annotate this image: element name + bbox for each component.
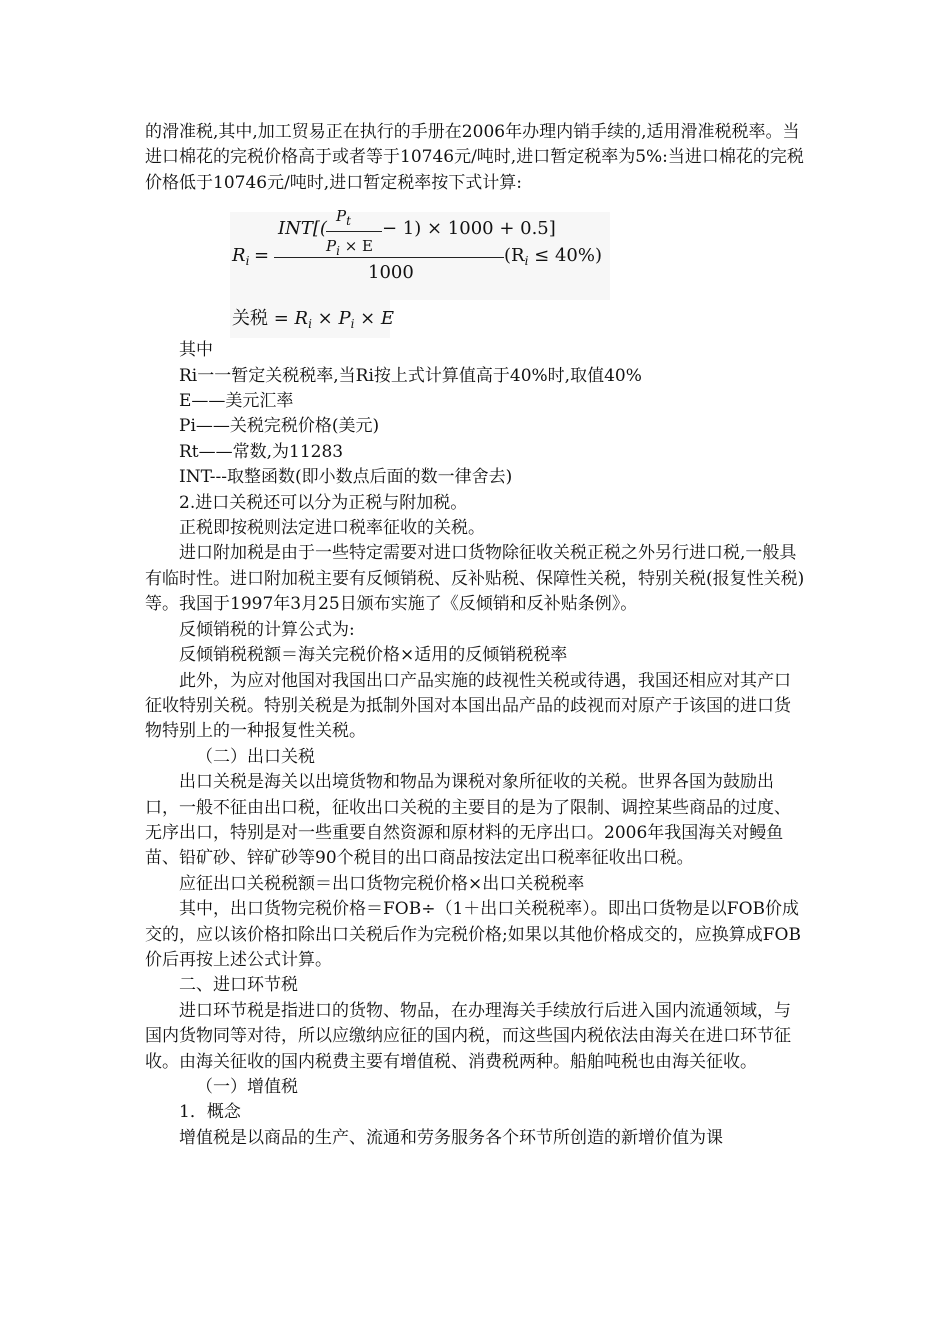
formula-pi-e: $P_i \times E$ — [326, 237, 373, 259]
formula-condition: $(R_i \le 40\%)$ — [504, 245, 602, 269]
formula-inner-fraction-line — [326, 231, 382, 232]
paragraph: Rt——常数,为11283 — [179, 441, 344, 462]
tariff-formula — [230, 200, 620, 336]
paragraph: 2.进口关税还可以分为正税与附加税。 — [179, 492, 468, 513]
formula-main-fraction-line — [274, 257, 504, 258]
paragraph: 进口附加税是由于一些特定需要对进口货物除征收关税正税之外另行进口税,一般具有临时性。进口附加税主要有反倾销税、反补贴税、保障性关税，特别关税(报复性关税)等。我国于1997年3月25日颁布实施了《反倾销和反补贴条例》。 — [145, 543, 805, 615]
paragraph: 出口关税是海关以出境货物和物品为课税对象所征收的关税。世界各国为鼓励出口，一般不征由出口税，征收出口关税的主要目的是为了限制、调控某些商品的过度、无序出口，特别是对一些重要自然资源和原材料的无序出口。2006年我国海关对鳗鱼苗、铅矿砂、锌矿砂等90个税目的出口商品按法定出口税率征收出口税。 — [145, 772, 791, 869]
formula-numerator-tail: − 1) × 1000 + 0.5] — [382, 218, 556, 240]
paragraph: 1．概念 — [179, 1102, 241, 1123]
section-heading: 二、进口环节税 — [179, 975, 298, 996]
document-body — [145, 120, 805, 1151]
formula-denominator: 1000 — [368, 262, 414, 284]
paragraph: 应征出口关税税额＝出口货物完税价格×出口关税税率 — [179, 873, 585, 894]
paragraph: 其中 — [179, 340, 213, 361]
section-heading: （二）出口关税 — [196, 746, 315, 767]
paragraph: Pi——关税完税价格(美元) — [179, 416, 380, 437]
formula-duty: 关税 = $R_i \times P_i \times E$ — [232, 308, 395, 332]
paragraph: 其中，出口货物完税价格＝FOB÷（1＋出口关税税率）。即出口货物是以FOB价成交的，应以该价格扣除出口关税后作为完税价格;如果以其他价格成交的，应换算成FOB价后再按上述公式计算。 — [145, 899, 801, 970]
paragraph: 正税即按税则法定进口税率征收的关税。 — [179, 518, 485, 539]
paragraph-intro: 的滑准税,其中,加工贸易正在执行的手册在2006年办理内销手续的,适用滑准税税率。当进口棉花的完税价格高于或者等于10746元/吨时,进口暂定税率为5%:当进口棉花的完税价格低于10746元/吨时,进口暂定税率按下式计算: — [145, 122, 804, 193]
paragraph: Ri一一暂定关税税率,当Ri按上式计算值高于40%时,取值40% — [179, 365, 642, 386]
paragraph: 反倾销税的计算公式为: — [179, 619, 355, 640]
formula-equals: = — [254, 245, 270, 267]
section-heading: （一）增值税 — [196, 1077, 298, 1097]
paragraph: 此外，为应对他国对我国出口产品实施的歧视性关税或待遇，我国还相应对其产口征收特别关税。特别关税是为抵制外国对本国出品产品的歧视而对原产于该国的进口货物特别上的一种报复性关税。 — [145, 670, 791, 742]
formula-numerator: INT[( — [278, 218, 327, 240]
formula-pt: $P_t$ — [336, 207, 351, 229]
paragraph: 反倾销税税额＝海关完税价格×适用的反倾销税税率 — [179, 645, 568, 666]
paragraph: 增值税是以商品的生产、流通和劳务服务各个环节所创造的新增价值为课 — [179, 1127, 723, 1148]
formula-ri: $R_i$ — [232, 245, 250, 269]
paragraph: E——美元汇率 — [179, 391, 294, 412]
paragraph: INT---取整函数(即小数点后面的数一律舍去) — [179, 467, 513, 488]
paragraph: 进口环节税是指进口的货物、物品，在办理海关手续放行后进入国内流通领域，与国内货物同等对待，所以应缴纳应征的国内税，而这些国内税依法由海关在进口环节征收。由海关征收的国内税费主要有增值税、消费税两种。船舶吨税也由海关征收。 — [145, 1000, 791, 1072]
